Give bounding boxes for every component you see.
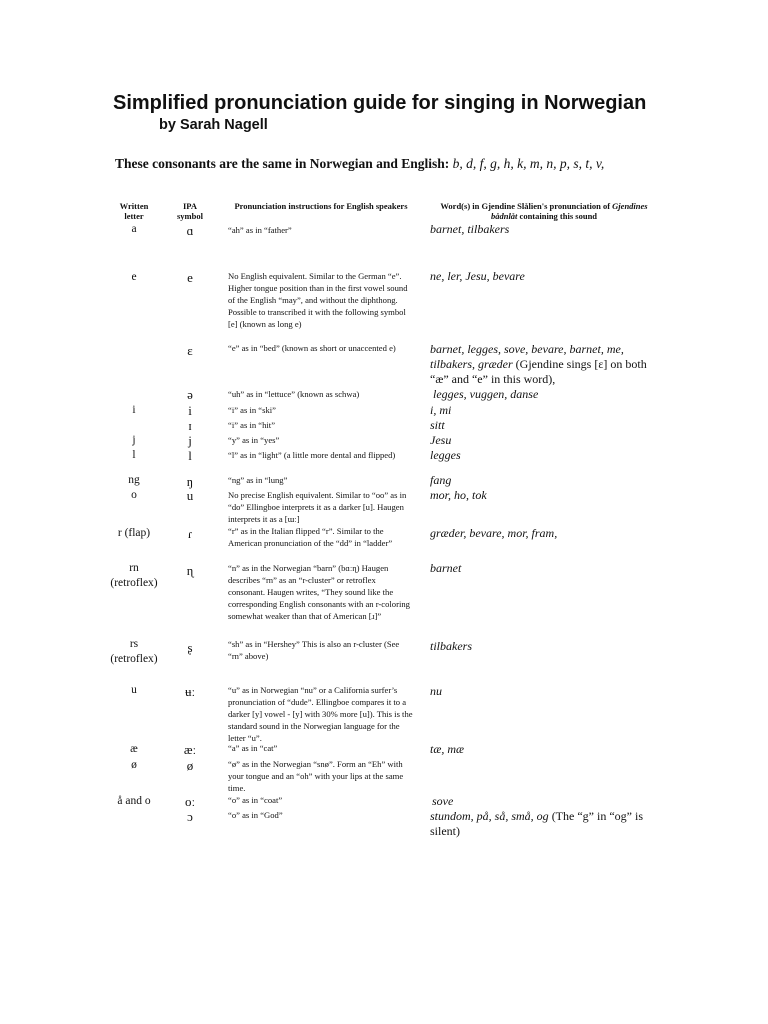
words-cell (430, 473, 660, 488)
ipa-cell: æː (183, 742, 197, 757)
instruction-cell: “ø” as in the Norwegian “snø”. Form an “Eh” with your tongue and an “oh” with your lips at the same time. (228, 759, 404, 793)
page-title: Simplified pronunciation guide for singing in Norwegian (113, 92, 647, 114)
instruction-cell: “u” as in Norwegian “nu” or a California surfer’s pronunciation of “dude”. Ellingboe compares it to a darker [y] vowel - [y] with 30% more [u]). This is the standard sound in the Norwegian language for the letter “u”. (228, 685, 413, 743)
instruction-cell: No English equivalent. Similar to the German “e”. Higher tongue position than in the first vowel sound of the English “may”, and without the diphthong. Possible to transcribed it with the following symbol [e] (known as long e) (228, 271, 408, 329)
ipa-cell: ʂ (187, 640, 193, 655)
instruction-cell: “n” as in the Norwegian “barn” (bɑːɳ) Haugen describes “rn” as an “r-cluster” or retroflex consonant. Haugen writes, “They sound like the corresponding English consonants with an r-coloring somewhat weaker than that of American [ɹ]” (228, 563, 410, 621)
instruction-cell: “a” as in “cat” (228, 743, 278, 753)
instruction-cell: “o” as in “God” (228, 810, 283, 820)
header-words-title: Gjendines bådnlåt (490, 201, 648, 221)
ipa-cell: j (188, 433, 192, 448)
letter-cell: l (132, 449, 136, 461)
words-text: sitt (430, 418, 445, 432)
words-cell (430, 809, 660, 839)
letter-cell: ø (131, 759, 137, 771)
letter-cell: r (flap) (117, 527, 151, 539)
words-cell (430, 526, 660, 541)
instruction-cell: “uh” as in “lettuce” (known as schwa) (228, 389, 360, 399)
words-cell (430, 269, 660, 284)
instruction-cell: “e” as in “bed” (known as short or unaccented e) (228, 343, 396, 353)
instruction-cell: “y” as in “yes” (228, 435, 280, 445)
letter-cell: i (132, 404, 136, 416)
instruction-cell: “i” as in “hit” (228, 420, 276, 430)
ipa-cell: oː (184, 794, 196, 809)
instruction-cell: “ng” as in “lung” (228, 475, 288, 485)
words-text: nu (430, 684, 442, 698)
ipa-cell: e (187, 270, 193, 285)
letter-cell: a (131, 223, 137, 235)
letter-cell: ng (128, 474, 140, 486)
words-cell (430, 742, 660, 757)
ipa-cell: l (188, 448, 192, 463)
letter-cell: u (131, 684, 137, 696)
words-text: ne, ler, Jesu, bevare (430, 269, 525, 283)
words-text: græder, bevare, mor, fram, (430, 526, 558, 540)
words-text: sove (432, 794, 454, 808)
words-text: legges, vuggen, danse (433, 387, 539, 401)
ipa-cell: ø (186, 758, 194, 773)
words-cell (430, 639, 660, 654)
header-words (428, 201, 660, 221)
instruction-cell: No precise English equivalent. Similar to “oo” as in “do” Ellingboe interprets it as a darker [u]. Haugen interprets it as a [ɯː] (228, 490, 407, 524)
letter-cell: e (131, 271, 137, 283)
ipa-cell: ɑ (186, 223, 194, 238)
words-cell (433, 387, 663, 402)
words-cell (432, 794, 662, 809)
words-text: tæ, mæ (430, 742, 465, 756)
ipa-cell: ɛ (187, 343, 193, 358)
letter-cell: å and o (117, 795, 151, 807)
letter-cell: o (131, 489, 137, 501)
words-cell (430, 448, 660, 463)
words-text: barnet, tilbakers (430, 222, 510, 236)
words-text: stundom, på, så, små, og (430, 809, 549, 823)
ipa-cell: ŋ (186, 474, 194, 489)
ipa-cell: ɾ (187, 526, 193, 541)
letter-cell: rn (retroflex) (110, 562, 158, 589)
words-text: fang (430, 473, 452, 487)
ipa-cell: ɪ (188, 418, 192, 433)
words-cell (430, 403, 660, 418)
header-ipa-symbol: IPA symbol (177, 201, 203, 221)
words-cell (430, 222, 660, 237)
words-text: mor, ho, tok (430, 488, 487, 502)
words-cell (430, 684, 660, 699)
ipa-cell: ɔ (187, 809, 193, 824)
instruction-cell: “l” as in “light” (a little more dental and flipped) (228, 450, 396, 460)
instruction-cell: “sh” as in “Hershey” This is also an r-cluster (See “rn” above) (228, 639, 400, 661)
words-text: tilbakers (430, 639, 472, 653)
letter-cell: rs (retroflex) (110, 638, 158, 665)
words-cell (430, 433, 660, 448)
instruction-cell: “i” as in “ski” (228, 405, 276, 415)
header-written-letter: Written letter (119, 201, 149, 221)
words-text: barnet (430, 561, 462, 575)
ipa-cell: u (186, 488, 194, 503)
words-cell (430, 342, 660, 387)
ipa-cell: ɳ (186, 563, 194, 578)
words-note: (Gjendine sings [ɛ] on both “æ” and “e” in this word), (430, 357, 647, 386)
same-consonants-label: These consonants are the same in Norwegian and English: (115, 156, 450, 171)
author-line: by Sarah Nagell (159, 117, 268, 133)
header-instructions: Pronunciation instructions for English speakers (234, 201, 408, 211)
instruction-cell: “o” as in “coat” (228, 795, 283, 805)
words-note: (The “g” in “og” is silent) (430, 809, 643, 838)
ipa-cell: i (188, 403, 192, 418)
words-cell (430, 561, 660, 576)
header-words-suffix: containing this sound (517, 211, 598, 221)
instruction-cell: “ah” as in “father” (228, 225, 292, 235)
words-text: Jesu (430, 433, 452, 447)
letter-cell: æ (130, 743, 138, 755)
ipa-cell: ʉː (184, 684, 196, 699)
instruction-cell: “r” as in the Italian flipped “r”. Similar to the American pronunciation of the “dd” in “ladder” (228, 526, 393, 548)
header-words-prefix: Word(s) in Gjendine Slålien's pronunciation of (440, 201, 613, 211)
words-text: barnet, legges, sove, bevare, barnet, me, tilbakers, græder (430, 342, 624, 371)
same-consonants-letters: b, d, f, g, h, k, m, n, p, s, t, v, (452, 156, 605, 171)
words-cell (430, 418, 660, 433)
words-cell (430, 488, 660, 503)
words-text: i, mi (430, 403, 452, 417)
ipa-cell: ə (187, 387, 193, 402)
words-text: legges (430, 448, 461, 462)
letter-cell: j (132, 434, 136, 446)
